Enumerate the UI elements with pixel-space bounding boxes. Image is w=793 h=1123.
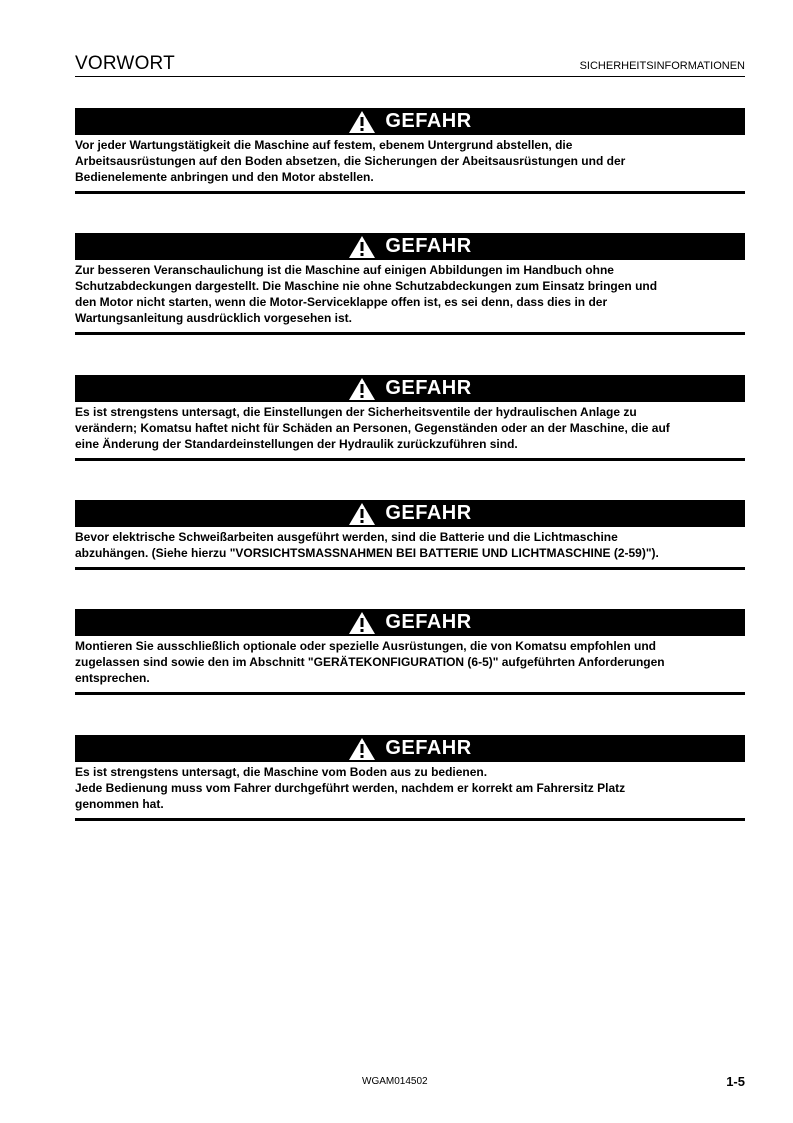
danger-text: Zur besseren Veranschaulichung ist die Maschine auf einigen Abbildungen im Handbuch ohne Schutzabdeckungen dargestellt. Die Maschine nie ohne Schutzabdeckungen zum Einsatz bringen und den Motor nicht starten, wenn die Motor-Serviceklappe offen ist, es sei denn, dass dies in der Wartungsanleitung ausdrücklich vorgesehen ist. [75,263,658,325]
warning-triangle-icon [348,235,376,259]
danger-text: Es ist strengstens untersagt, die Einstellungen der Sicherheitsventile der hydraulischen Anlage zu verändern; Komatsu haftet nicht für Schäden an Personen, Gegenständen oder an der Maschine, die auf eine Änderung der Standardeinstellungen der Hydraulik zurückzuführen sind. [75,405,670,451]
danger-text: Montieren Sie ausschließlich optionale oder spezielle Ausrüstungen, die von Komatsu empfohlen und zugelassen sind sowie den im Abschnitt "GERÄTEKONFIGURATION (6-5)" aufgeführten Anforderungen entsprechen. [75,639,665,685]
danger-header [75,375,745,402]
danger-label: GEFAHR [385,502,472,524]
danger-block-2 [75,233,745,335]
danger-block-4 [75,500,745,570]
danger-label: GEFAHR [385,737,472,759]
danger-label: GEFAHR [385,377,472,399]
danger-header [75,233,745,260]
page-number: 1-5 [726,1074,745,1089]
danger-text: Es ist strengstens untersagt, die Maschine vom Boden aus zu bedienen. Jede Bedienung muss vom Fahrer durchgeführt werden, nachdem er korrekt am Fahrersitz Platz genommen hat. [75,765,626,811]
warning-triangle-icon [348,110,376,134]
danger-text: Vor jeder Wartungstätigkeit die Maschine auf festem, ebenem Untergrund abstellen, die Arbeitsausrüstungen auf den Boden absetzen, die Sicherungen der Abeitsausrüstungen und der Bedienelemente anbringen und den Motor abstellen. [75,138,626,184]
section-title: VORWORT [75,53,175,74]
danger-label: GEFAHR [385,611,472,633]
danger-block-3 [75,375,745,461]
danger-label: GEFAHR [385,110,472,132]
document-code: WGAM014502 [362,1076,428,1087]
danger-text: Bevor elektrische Schweißarbeiten ausgeführt werden, sind die Batterie und die Lichtmaschine abzuhängen. (Siehe hierzu "VORSICHTSMASSNAHMEN BEI BATTERIE UND LICHTMASCHINE (2-59)"). [75,530,659,560]
danger-label: GEFAHR [385,235,472,257]
warning-triangle-icon [348,377,376,401]
danger-header [75,108,745,135]
danger-block-5 [75,609,745,695]
danger-header [75,609,745,636]
danger-header [75,500,745,527]
warning-triangle-icon [348,502,376,526]
page-header [75,54,745,77]
danger-header [75,735,745,762]
danger-block-1 [75,108,745,194]
danger-block-6 [75,735,745,821]
warning-triangle-icon [348,737,376,761]
chapter-title: SICHERHEITSINFORMATIONEN [579,60,745,72]
warning-triangle-icon [348,611,376,635]
